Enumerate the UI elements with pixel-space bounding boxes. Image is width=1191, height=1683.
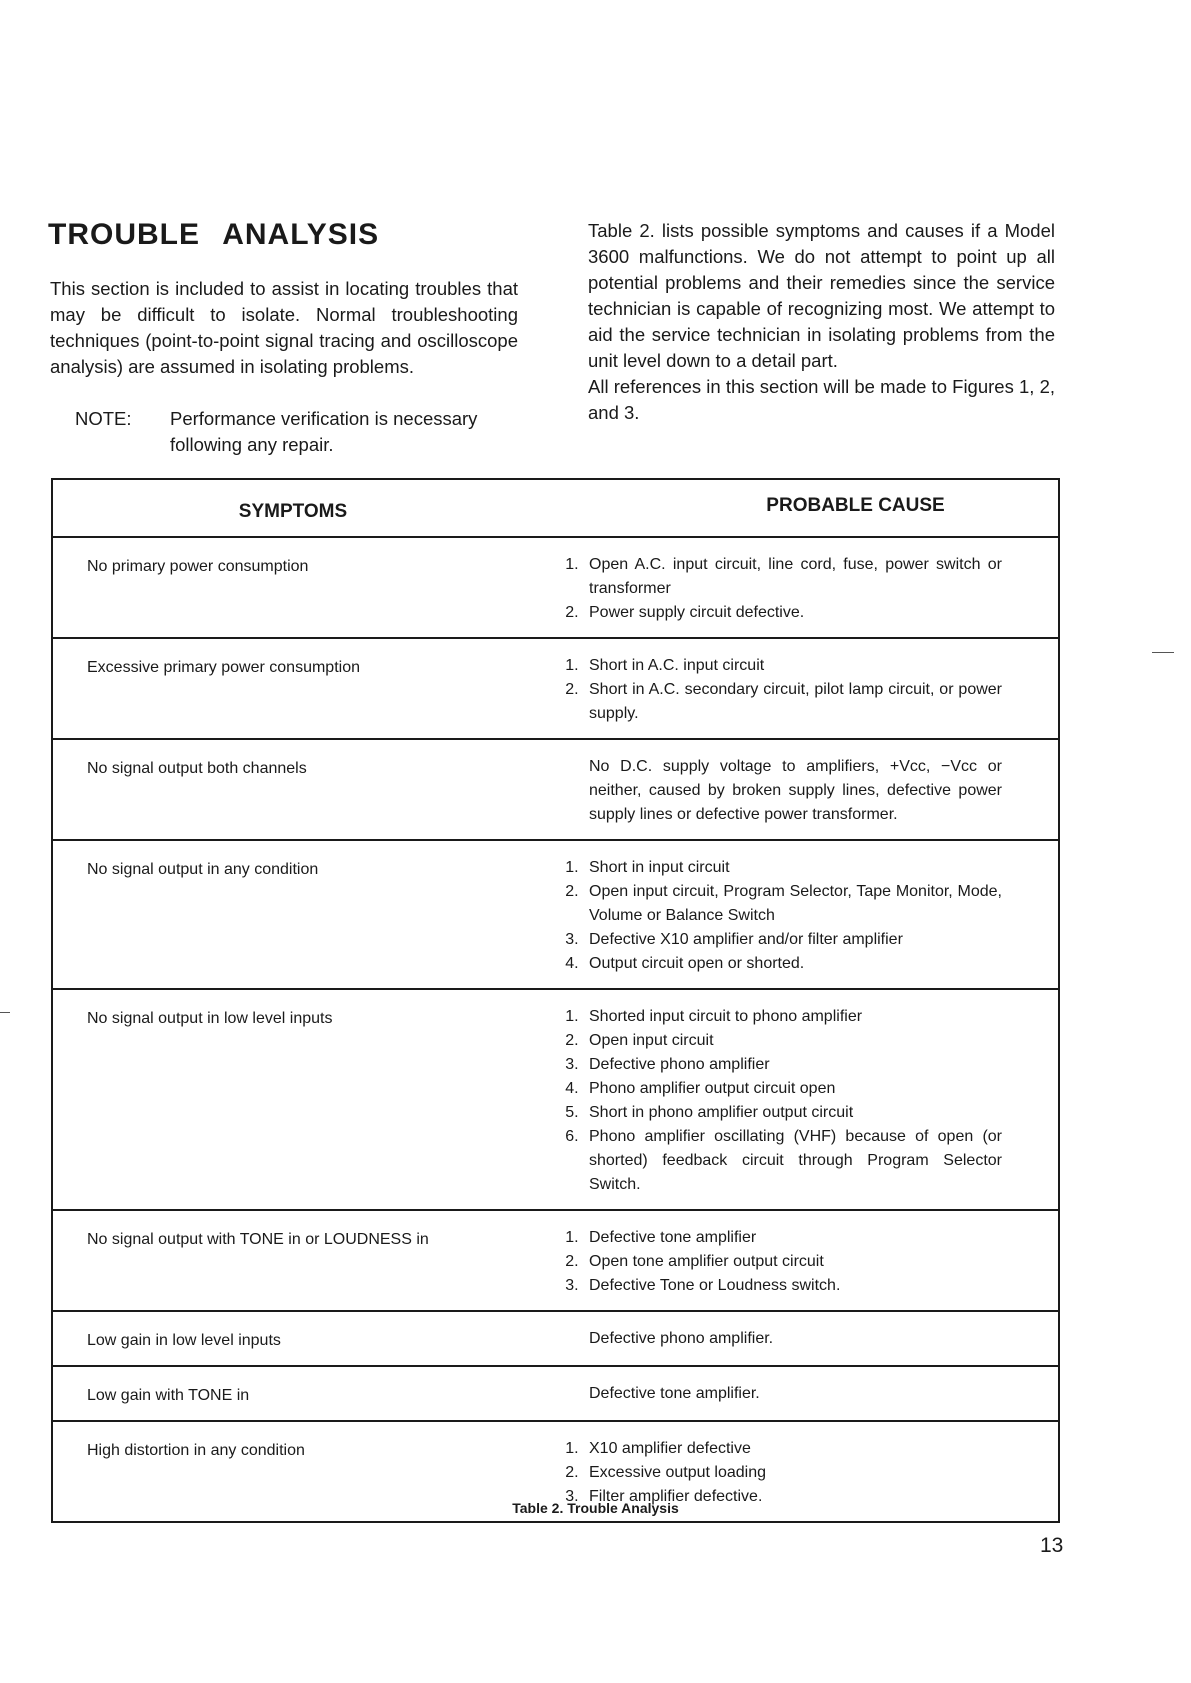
- symptom-cell: No signal output both channels: [52, 739, 533, 840]
- cause-item: 2. Short in A.C. secondary circuit, pilot lamp circuit, or power supply.: [583, 678, 1002, 726]
- cause-item: 4. Output circuit open or shorted.: [583, 952, 1002, 976]
- cause-item: 2. Open input circuit: [583, 1029, 1002, 1053]
- cause-text: No D.C. supply voltage to amplifiers, +Vcc, −Vcc or neither, caused by broken supply lines, defective power supply lines or defective power transformer.: [589, 758, 1002, 823]
- trouble-analysis-table: [51, 478, 1060, 1523]
- cause-item: 4. Phono amplifier output circuit open: [583, 1077, 1002, 1101]
- cause-item: 3. Filter amplifier defective.: [583, 1485, 1002, 1509]
- cause-item: 1. X10 amplifier defective: [583, 1437, 1002, 1461]
- cause-item: 6. Phono amplifier oscillating (VHF) because of open (or shorted) feedback circuit through Program Selector Switch.: [583, 1125, 1002, 1197]
- cause-item: 1. Open A.C. input circuit, line cord, fuse, power switch or transformer: [583, 553, 1002, 601]
- figure-reference-paragraph: All references in this section will be made to Figures 1, 2, and 3.: [588, 376, 1055, 423]
- table-row: [52, 1366, 1059, 1421]
- cause-item: 2. Excessive output loading: [583, 1461, 1002, 1485]
- probable-cause-header: PROBABLE CAUSE: [533, 479, 1059, 537]
- cause-item: 1. Short in A.C. input circuit: [583, 654, 1002, 678]
- cause-item: 1. Shorted input circuit to phono amplifier: [583, 1005, 1002, 1029]
- symptoms-header: SYMPTOMS: [52, 479, 533, 537]
- symptom-cell: No signal output in any condition: [52, 840, 533, 989]
- cause-item: 1. Defective tone amplifier: [583, 1226, 1002, 1250]
- section-heading: TROUBLE ANALYSIS: [48, 218, 380, 251]
- symptom-cell: High distortion in any condition: [52, 1421, 533, 1522]
- symptom-cell: Low gain in low level inputs: [52, 1311, 533, 1366]
- cause-text: Defective phono amplifier.: [589, 1330, 774, 1347]
- table-header-row: [52, 479, 1059, 537]
- symptom-cell: No signal output in low level inputs: [52, 989, 533, 1210]
- cause-list: [533, 1226, 1002, 1298]
- cause-cell: [533, 1366, 1059, 1421]
- edge-mark-right: [1152, 652, 1174, 653]
- cause-item: 5. Short in phono amplifier output circuit: [583, 1101, 1002, 1125]
- cause-item: 3. Defective X10 amplifier and/or filter amplifier: [583, 928, 1002, 952]
- cause-list: [533, 1005, 1002, 1197]
- cause-item: 1. Short in input circuit: [583, 856, 1002, 880]
- cause-cell: [533, 638, 1059, 739]
- table-row: [52, 537, 1059, 638]
- symptom-cell: No signal output with TONE in or LOUDNESS in: [52, 1210, 533, 1311]
- cause-cell: [533, 840, 1059, 989]
- note-label: NOTE:: [75, 408, 132, 429]
- table-row: [52, 638, 1059, 739]
- intro-paragraph: This section is included to assist in locating troubles that may be difficult to isolate. Normal troubleshooting techniques (point-to-point signal tracing and oscilloscope analysis) are assumed in isolating problems.: [50, 278, 518, 377]
- table-row: [52, 1210, 1059, 1311]
- symptom-cell: Excessive primary power consumption: [52, 638, 533, 739]
- symptom-cell: Low gain with TONE in: [52, 1366, 533, 1421]
- cause-item: 3. Defective Tone or Loudness switch.: [583, 1274, 1002, 1298]
- cause-list: [533, 856, 1002, 976]
- cause-list: [533, 654, 1002, 726]
- symptom-cell: No primary power consumption: [52, 537, 533, 638]
- cause-list: [533, 553, 1002, 625]
- note-text: Performance verification is necessary following any repair.: [170, 408, 478, 455]
- table-row: [52, 739, 1059, 840]
- cause-cell: [533, 739, 1059, 840]
- cause-item: 2. Open tone amplifier output circuit: [583, 1250, 1002, 1274]
- table-row: [52, 989, 1059, 1210]
- cause-list: [533, 1437, 1002, 1509]
- right-column: [588, 218, 1055, 426]
- cause-cell: [533, 1210, 1059, 1311]
- table-body: [52, 537, 1059, 1522]
- cause-cell: [533, 1311, 1059, 1366]
- cause-cell: [533, 989, 1059, 1210]
- table-row: [52, 1311, 1059, 1366]
- cause-cell: [533, 537, 1059, 638]
- page-number: 13: [1040, 1534, 1064, 1557]
- cause-text: Defective tone amplifier.: [589, 1385, 760, 1402]
- cause-item: 2. Open input circuit, Program Selector, Tape Monitor, Mode, Volume or Balance Switch: [583, 880, 1002, 928]
- table-description-paragraph: Table 2. lists possible symptoms and causes if a Model 3600 malfunctions. We do not attempt to point up all potential problems and their remedies since the service technician is capable of recognizing most. We attempt to aid the service technician in isolating problems from the unit level down to a detail part.: [588, 220, 1055, 371]
- table-caption: Table 2. Trouble Analysis: [512, 1500, 679, 1516]
- cause-item: 3. Defective phono amplifier: [583, 1053, 1002, 1077]
- table-row: [52, 840, 1059, 989]
- edge-mark-left: [0, 1012, 10, 1013]
- cause-item: 2. Power supply circuit defective.: [583, 601, 1002, 625]
